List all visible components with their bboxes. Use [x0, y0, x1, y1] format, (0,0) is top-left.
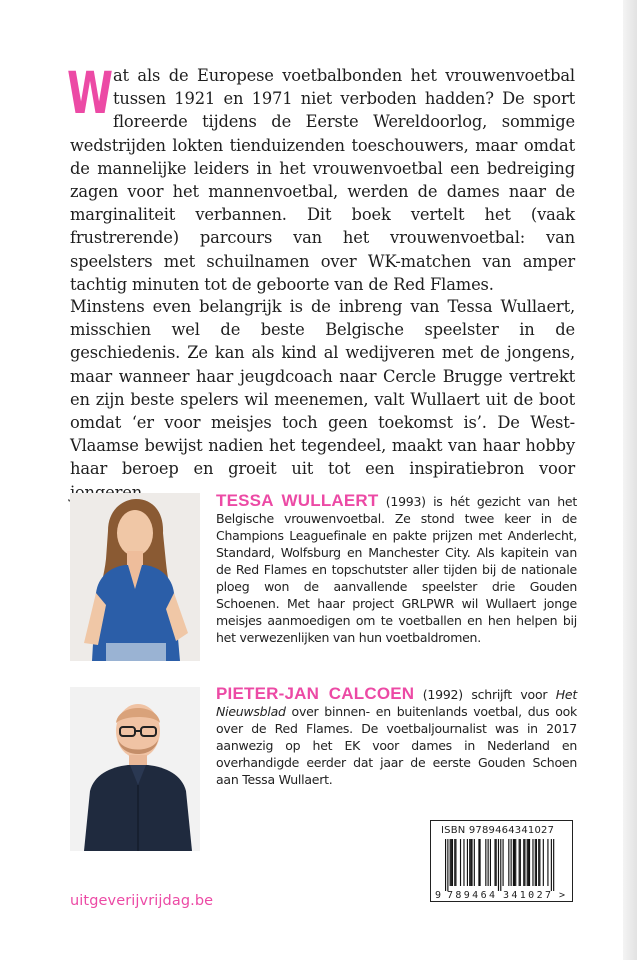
barcode-bar [536, 839, 537, 886]
barcode-bar [513, 839, 514, 886]
barcode-bar [463, 839, 464, 886]
intro-paragraph [67, 59, 575, 296]
barcode-bar [511, 839, 512, 886]
barcode-bar [454, 839, 455, 886]
barcode-bar [515, 839, 516, 886]
barcode-bar [538, 839, 539, 886]
barcode-bar [452, 839, 453, 886]
barcode-bar [500, 839, 501, 891]
barcode-bar [488, 839, 489, 886]
pieter-jan-bio-text-2: over binnen- en buitenlands voetbal, dus ook over de Red Flames. De voetbaljournalist was in 2017 aanwezig op het EK voor dames in Nederland en overhandigde eerder dat jaar de eerste Gouden Schoen aan Tessa Wullaert. [216, 704, 577, 787]
barcode-bar [494, 839, 495, 886]
barcode-bar [455, 839, 456, 886]
isbn-barcode [430, 820, 573, 902]
barcode-bar [527, 839, 528, 886]
publisher-url[interactable]: uitgeverijvrijdag.be [70, 893, 214, 909]
pieter-jan-calcoen-photo [70, 687, 200, 851]
tessa-bio [216, 492, 577, 646]
barcode-quiet-zone-mark: > [559, 890, 566, 901]
pieter-jan-bio-text-1: (1992) schrijft voor [414, 687, 556, 702]
tessa-bio-text: (1993) is hét gezicht van het Belgische vrouwenvoetbal. Ze stond twee keer in de Champions Leaguefinale en pakte prijzen met Anderlecht, Standard, Wolfsburg en Manchester City. Als kapitein van de Red Flames en topschutster aller tijden bij de nationale ploeg won de aanvallende speelster drie Gouden Schoenen. Met haar project GRLPWR wil Wullaert jonge meisjes aanmoedigen om te voetballen en hen helpen bij het verwezenlijken van hun voetbaldromen. [216, 494, 577, 645]
barcode-bar [514, 839, 515, 886]
barcode-bar [469, 839, 470, 886]
barcode-bar [529, 839, 530, 886]
pieter-jan-bio [216, 685, 577, 788]
barcode-bar [490, 839, 491, 886]
barcode-bar [470, 839, 471, 886]
barcode-bar [447, 839, 448, 891]
barcode-bar [467, 839, 468, 886]
second-paragraph: Minstens even belangrijk is de inbreng van Tessa Wullaert, misschien wel de beste Belgische speelster in de geschiedenis. Ze kan als kind al wedijveren met de jongens, maar wanneer haar jeugdcoach naar Cercle Brugge vertrekt en zijn beste spelers wil meenemen, valt Wullaert uit de boot omdat ‘er voor meisjes toch geen toekomst is’. De West-Vlaamse bewijst nadien het tegendeel, maakt van haar hobby haar beroep en groeit uit tot een inspiratiebron voor [70, 297, 575, 479]
barcode-bar [451, 839, 452, 886]
barcode-digit-first: 9 [435, 890, 442, 901]
barcode-bar [474, 839, 475, 886]
barcode-bar [445, 839, 446, 891]
barcode-bar [485, 839, 486, 886]
isbn-label: ISBN 9789464341027 [441, 825, 555, 836]
barcode-bar [496, 839, 497, 886]
barcode-graphic [431, 839, 572, 901]
barcode-bars [445, 839, 554, 891]
barcode-bar [535, 839, 536, 886]
barcode-bar [543, 839, 544, 886]
tessa-name: TESSA WULLAERT [216, 491, 379, 510]
barcode-bar [508, 839, 509, 886]
barcode-digits-left: 789464 [447, 890, 495, 901]
barcode-bar [503, 839, 504, 886]
page-edge [623, 0, 637, 960]
barcode-bar [551, 839, 552, 891]
barcode-bar [498, 839, 499, 891]
barcode-bar [478, 839, 479, 886]
pieter-jan-name: PIETER-JAN CALCOEN [216, 684, 415, 703]
barcode-bar [547, 839, 548, 886]
barcode-bar [450, 839, 451, 886]
barcode-bar [519, 839, 520, 886]
barcode-bar [520, 839, 521, 886]
barcode-digits-right: 341027 [503, 890, 551, 901]
publication-name: Het Nieuwsblad [216, 687, 578, 719]
barcode-bar [471, 839, 472, 886]
barcode-bar [460, 839, 461, 886]
barcode-bar [524, 839, 525, 886]
barcode-bar [553, 839, 554, 891]
barcode-bar [532, 839, 533, 886]
barcode-bar [528, 839, 529, 886]
tessa-wullaert-photo [70, 493, 200, 661]
barcode-bar [480, 839, 481, 886]
intro-text: at als de Europese voetbalbonden het vrouwenvoetbal tussen 1921 en 1971 niet verboden hadden? De sport floreerde tijdens de Eerste Wereldoorlog, sommige wedstrijden lokten tienduizenden toeschouwers, maar omdat de mannelijke leiders in het vrouwenvoetbal een bedreiging zagen voor het mannenvoetbal, werden de dames naar de marginaliteit verbannen. Dit boek vertelt het (vaak frustrerende) parcours van het vrouwenvoetbal: van speelsters met schuilnamen over WK-matchen van amper tachtig minuten tot de geboorte van de Red Flames. [70, 66, 575, 294]
drop-cap: W [67, 59, 113, 127]
barcode-bar [539, 839, 540, 886]
barcode-bar [523, 839, 524, 886]
